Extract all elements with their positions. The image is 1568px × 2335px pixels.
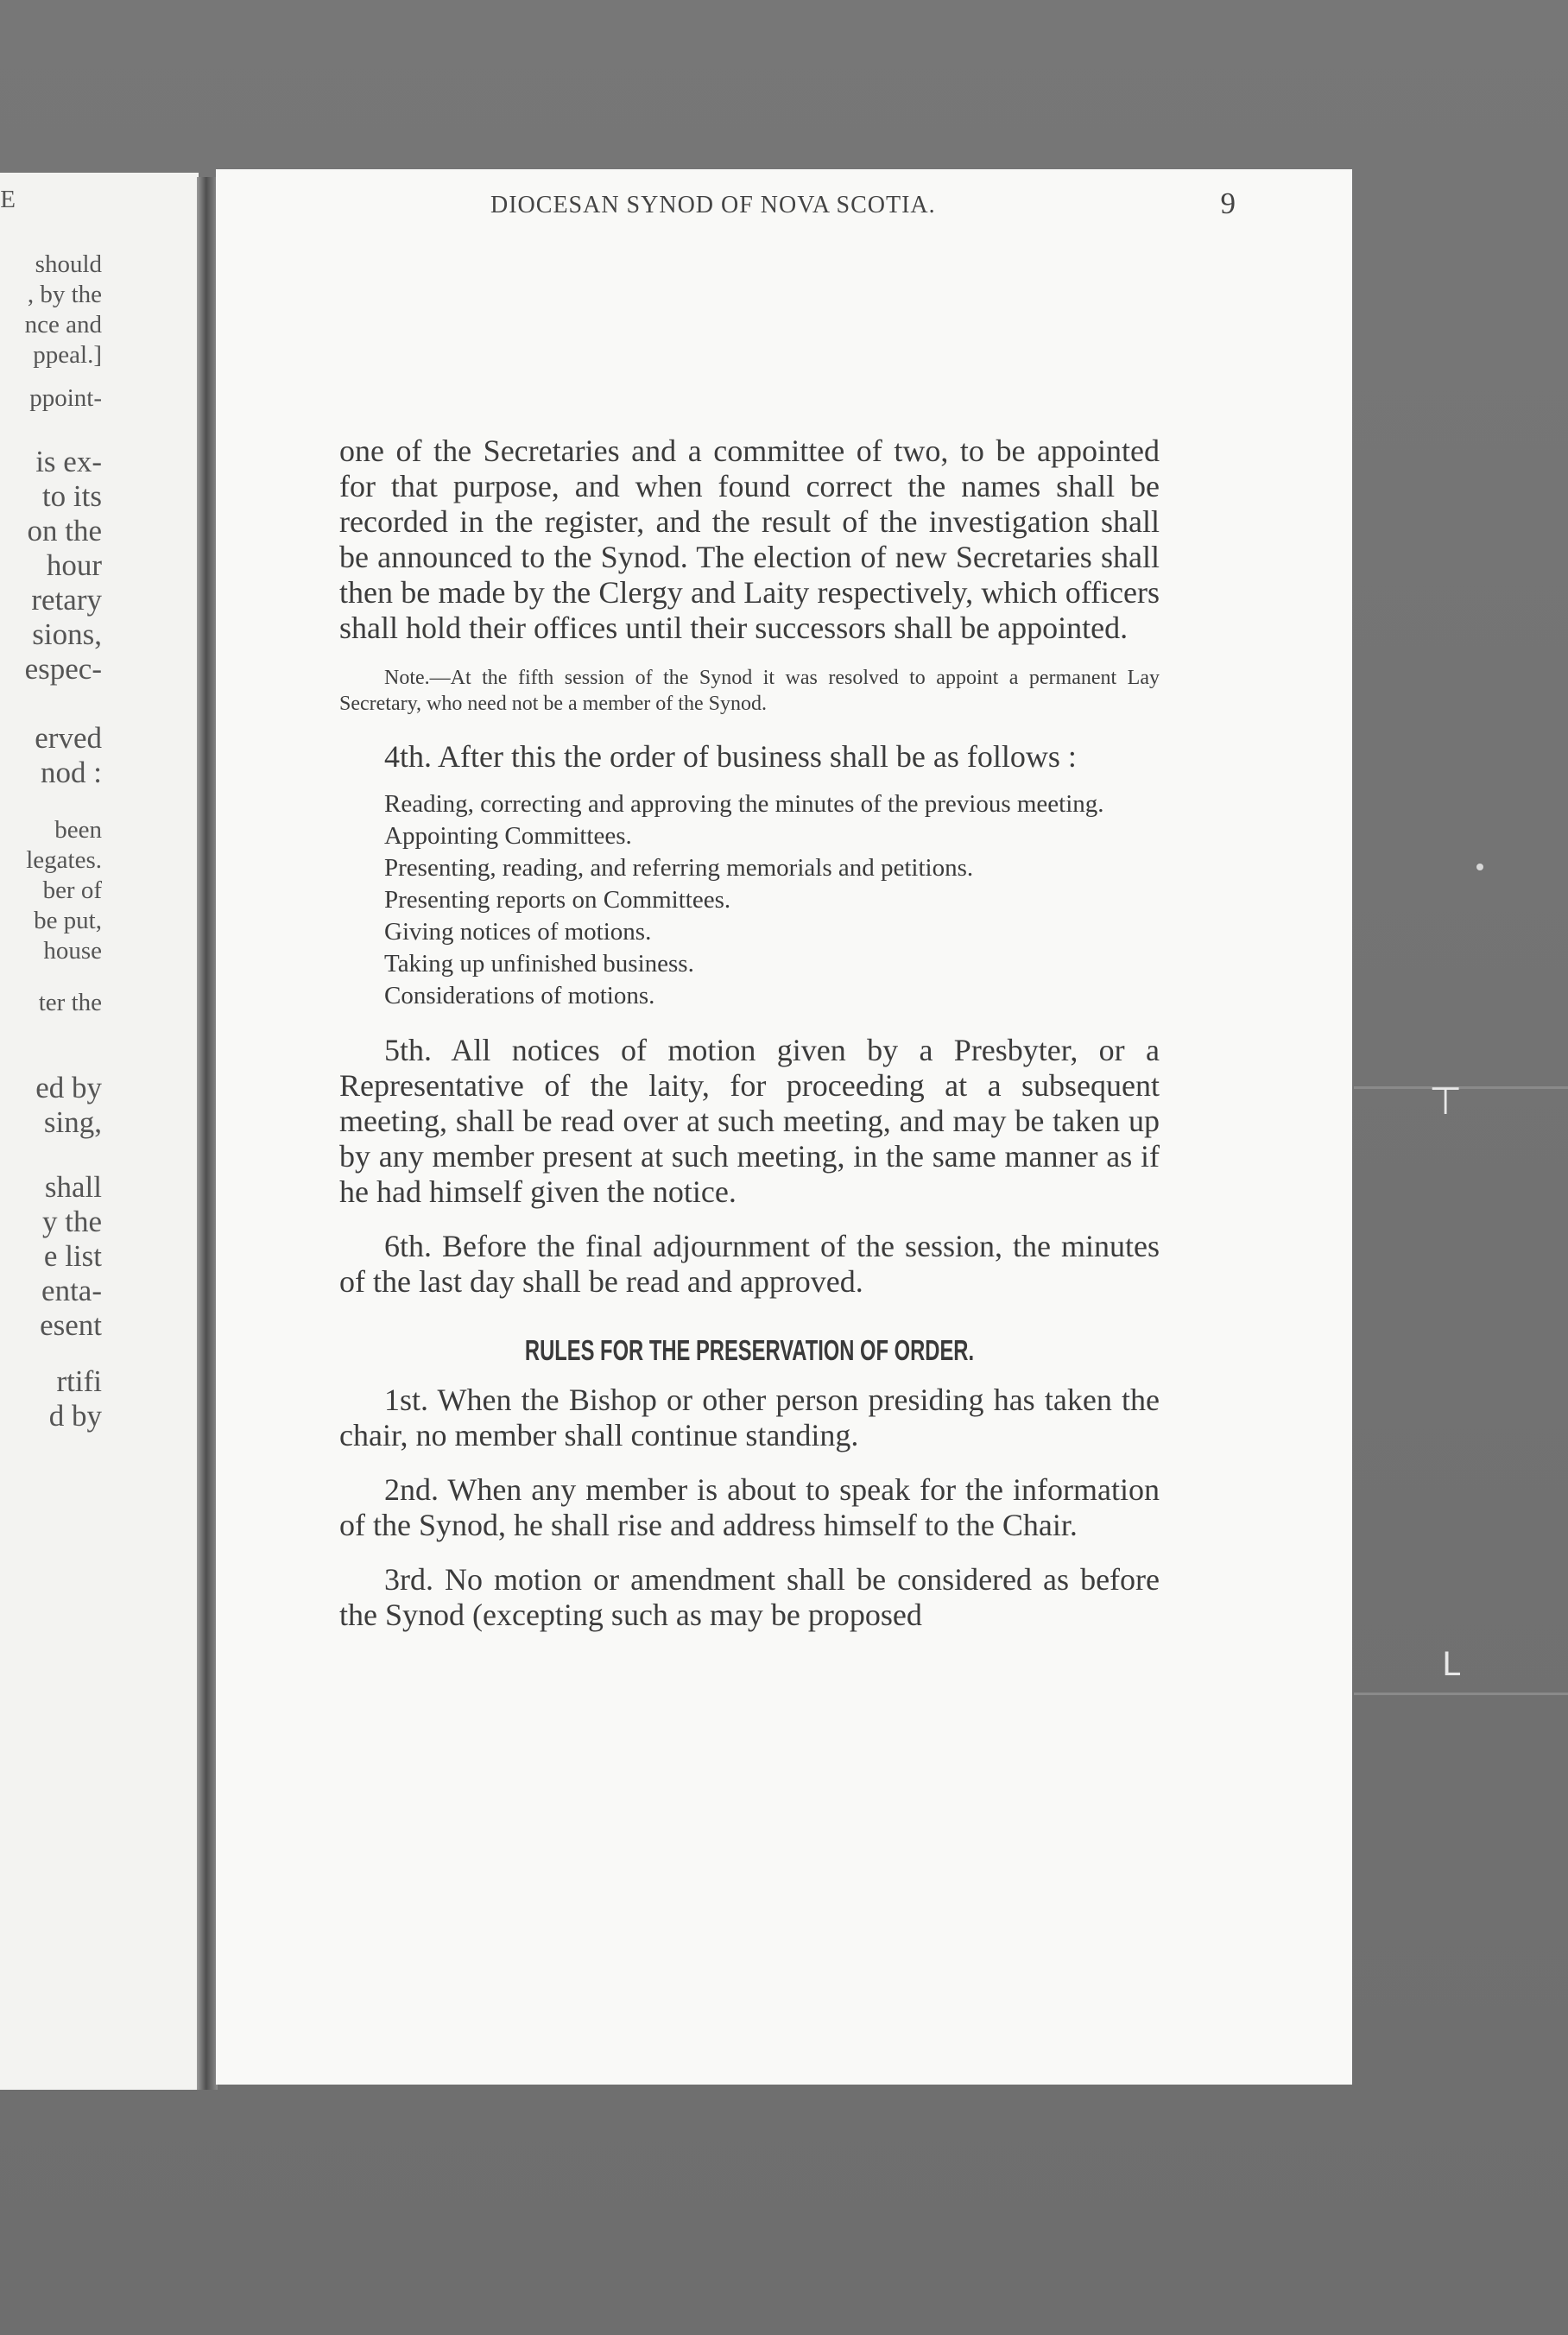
- running-head-title: DIOCESAN SYNOD OF NOVA SCOTIA.: [490, 192, 936, 218]
- left-page-fragment: be put,: [34, 907, 102, 934]
- left-page-fragment: nce and: [24, 311, 102, 339]
- margin-mark: ᒪ: [1442, 1645, 1461, 1683]
- paragraph-5th: 5th. All notices of motion given by a Presbyter, or a Representative of the laity, for proceeding at a subsequent meeting, shall be read over at such meeting, and may be taken up by any member present at such meeting, in the same manner as if he had himself given the notice.: [339, 1033, 1160, 1209]
- note-paragraph: Note.—At the fifth session of the Synod it was resolved to appoint a permanent Lay Secretary, who need not be a member of the Synod.: [339, 667, 1160, 715]
- left-page-fragment: on the: [27, 514, 102, 547]
- paragraph-continuation: one of the Secretaries and a committee of two, to be appointed for that purpose, and when found correct the names shall be recorded in the register, and the result of the investigation shall be announced to the Synod. The election of new Secretaries shall then be made by the Clergy and Laity respectively, which officers shall hold their offices until their successors shall be appointed.: [339, 433, 1160, 645]
- left-page-fragment: enta-: [41, 1274, 102, 1307]
- rule-1st: 1st. When the Bishop or other person presiding has taken the chair, no member shall continue standing.: [339, 1383, 1160, 1452]
- list-item: Giving notices of motions.: [384, 918, 652, 946]
- left-page-fragment: ppoint-: [29, 384, 102, 412]
- left-page-fragment: e list: [43, 1239, 102, 1273]
- order-of-business-list: [339, 820, 1160, 1012]
- list-item: Considerations of motions.: [384, 982, 655, 1009]
- left-page-fragment: shall: [44, 1170, 102, 1204]
- left-page-fragment: ed by: [35, 1071, 102, 1104]
- left-facing-page: [0, 173, 199, 2090]
- left-page-fragment: ter the: [38, 989, 102, 1016]
- rule-2nd: 2nd. When any member is about to speak for the information of the Synod, he shall rise and address himself to the Chair.: [339, 1472, 1160, 1542]
- page-number: 9: [1220, 187, 1236, 220]
- section-heading: RULES FOR THE PRESERVATION OF ORDER.: [524, 1334, 975, 1366]
- paragraph-6th: 6th. Before the final adjournment of the session, the minutes of the last day shall be read and approved.: [339, 1229, 1160, 1299]
- left-page-fragment: esent: [40, 1308, 102, 1342]
- dust-speck: [1476, 864, 1483, 870]
- left-page-fragment: E: [0, 186, 16, 213]
- left-page-fragment: rtifi: [56, 1364, 102, 1398]
- left-page-fragment: to its: [41, 479, 102, 513]
- left-page-fragment: is ex-: [35, 445, 102, 478]
- left-page-fragment: ppeal.]: [33, 341, 102, 369]
- paragraph-4th: 4th. After this the order of business shall be as follows :: [384, 739, 1077, 774]
- list-item: Taking up unfinished business.: [384, 950, 694, 978]
- left-page-fragment: nod :: [41, 756, 102, 789]
- list-item: Presenting reports on Committees.: [384, 886, 731, 914]
- left-page-fragment: ber of: [42, 876, 102, 904]
- order-list-lead: Reading, correcting and approving the minutes of the previous meeting.: [384, 790, 1104, 818]
- list-item: Appointing Committees.: [384, 822, 632, 850]
- background-streak: [1354, 1693, 1568, 1695]
- left-page-fragment: espec-: [24, 652, 102, 686]
- left-page-fragment: legates.: [26, 846, 102, 874]
- left-page-fragment: y the: [41, 1205, 102, 1238]
- left-page-fragment: retary: [31, 583, 102, 617]
- left-page-fragment: hour: [46, 548, 102, 582]
- left-page-fragment: , by the: [27, 281, 102, 308]
- margin-mark: ⊤: [1429, 1079, 1463, 1123]
- left-page-fragment: sions,: [32, 617, 102, 651]
- left-page-fragment: erved: [35, 721, 102, 755]
- left-page-fragment: house: [43, 937, 102, 965]
- page-body: [339, 433, 1160, 1633]
- left-page-fragment: sing,: [43, 1105, 102, 1139]
- left-page-fragment: should: [35, 250, 102, 278]
- list-item: Presenting, reading, and referring memorials and petitions.: [384, 854, 974, 882]
- left-page-fragment: been: [54, 816, 102, 844]
- left-page-fragment: d by: [48, 1399, 102, 1433]
- book-gutter: [197, 177, 218, 2090]
- rule-3rd: 3rd. No motion or amendment shall be considered as before the Synod (excepting such as may be proposed: [339, 1562, 1160, 1632]
